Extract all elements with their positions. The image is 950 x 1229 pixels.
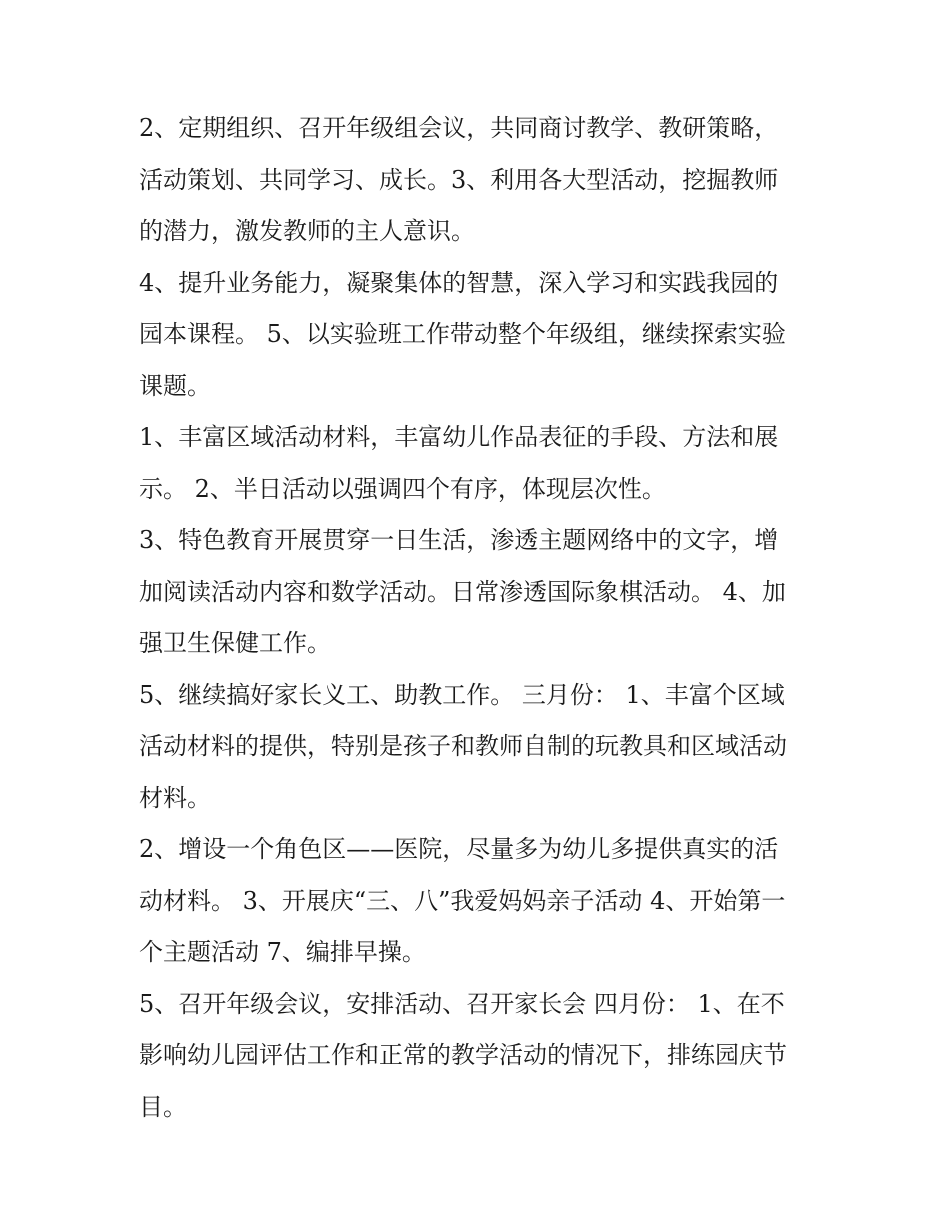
text-line: 动材料。 3、开展庆“三、八”我爱妈妈亲子活动 4、开始第一 (139, 886, 786, 915)
paragraph-1 (139, 103, 819, 258)
paragraph-4 (139, 515, 819, 670)
text-line: 示。 2、半日活动以强调四个有序，体现层次性。 (139, 474, 666, 503)
text-line: 2、定期组织、召开年级组会议，共同商讨教学、教研策略， (139, 114, 779, 142)
text-line: 5、召开年级会议，安排活动、召开家长会 四月份： 1、在不 (139, 989, 785, 1018)
text-line: 4、提升业务能力，凝聚集体的智慧，深入学习和实践我园的 (139, 268, 779, 297)
text-line: 1、丰富区域活动材料，丰富幼儿作品表征的手段、方法和展 (139, 423, 779, 451)
paragraph-2 (139, 258, 819, 413)
text-line: 2、增设一个角色区——医院，尽量多为幼儿多提供真实的活 (139, 835, 779, 863)
text-line: 活动策划、共同学习、成长。3、利用各大型活动，挖掘教师 (139, 165, 779, 194)
paragraph-5 (139, 670, 819, 825)
text-line: 强卫生保健工作。 (139, 629, 331, 657)
paragraph-6 (139, 824, 819, 979)
text-line: 园本课程。 5、以实验班工作带动整个年级组，继续探索实验 (139, 320, 786, 348)
paragraph-7 (139, 979, 819, 1134)
text-line: 材料。 (139, 783, 211, 812)
text-line: 影响幼儿园评估工作和正常的教学活动的情况下，排练园庆节 (139, 1041, 787, 1069)
paragraph-3 (139, 412, 819, 515)
text-line: 5、继续搞好家长义工、助教工作。 三月份： 1、丰富个区域 (139, 680, 785, 709)
text-line: 加阅读活动内容和数学活动。日常渗透国际象棋活动。 4、加 (139, 577, 786, 606)
document-body (139, 103, 819, 1133)
text-line: 个主题活动 7、编排早操。 (139, 938, 426, 966)
text-line: 的潜力，激发教师的主人意识。 (139, 217, 475, 245)
text-line: 目。 (139, 1092, 187, 1121)
text-line: 课题。 (139, 371, 211, 400)
text-line: 活动材料的提供，特别是孩子和教师自制的玩教具和区域活动 (139, 732, 787, 760)
text-line: 3、特色教育开展贯穿一日生活，渗透主题网络中的文字，增 (139, 526, 779, 554)
